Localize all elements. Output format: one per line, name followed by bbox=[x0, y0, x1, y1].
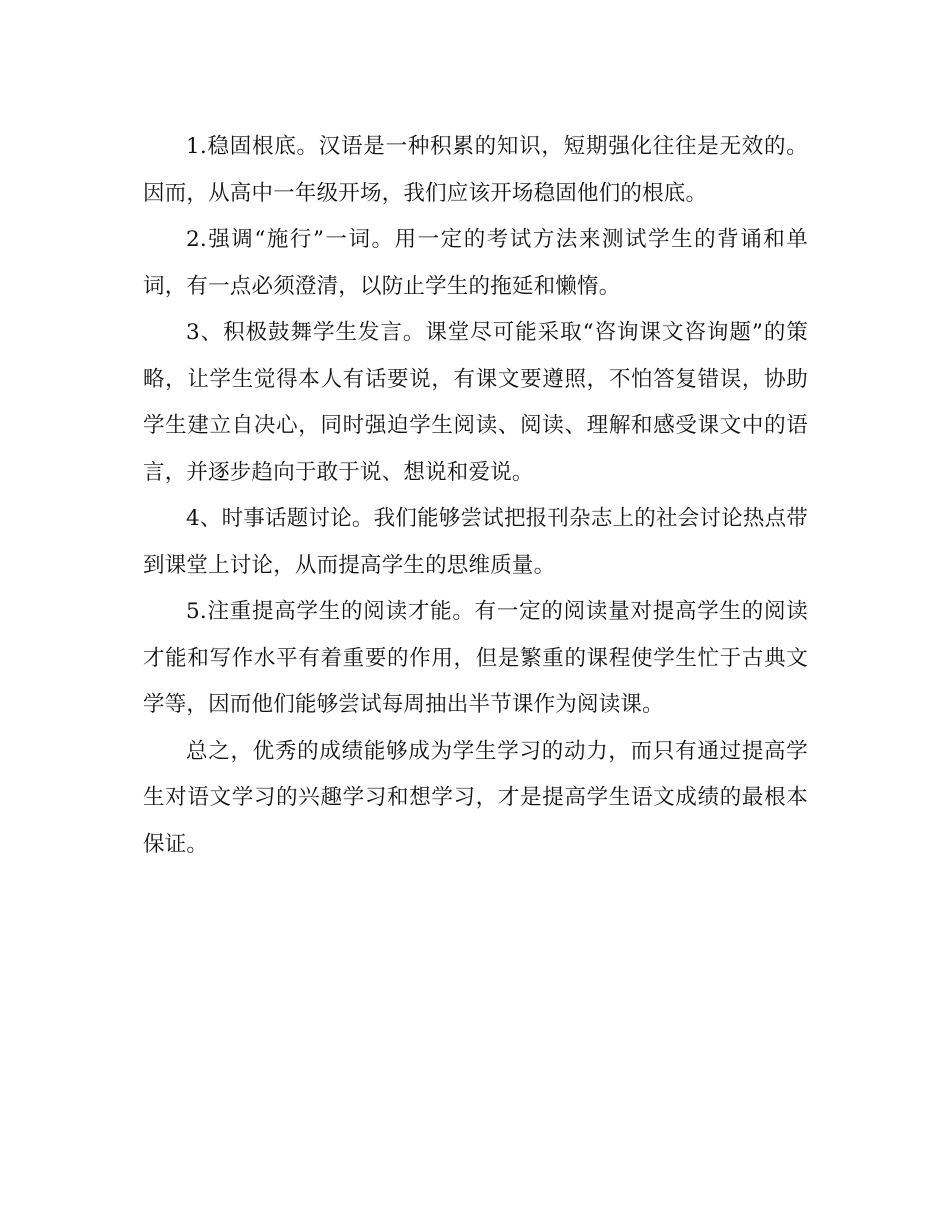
paragraph-consolidate-foundation: 1.稳固根底。汉语是一种积累的知识，短期强化往往是无效的。因而，从高中一年级开场，我们应该开场稳固他们的根底。 bbox=[143, 134, 808, 206]
paragraph-conclusion: 总之，优秀的成绩能够成为学生学习的动力，而只有通过提高学生对语文学习的兴趣学习和想学习，才是提高学生语文成绩的最根本保证。 bbox=[143, 738, 808, 857]
paragraph-emphasize-practice: 2.强调“施行”一词。用一定的考试方法来测试学生的背诵和单词，有一点必须澄清，以防止学生的拖延和懒惰。 bbox=[143, 227, 808, 299]
paragraph-current-affairs: 4、时事话题讨论。我们能够尝试把报刊杂志上的社会讨论热点带到课堂上讨论，从而提高学生的思维质量。 bbox=[143, 506, 808, 578]
paragraph-encourage-speaking: 3、积极鼓舞学生发言。课堂尽可能采取“咨询课文咨询题”的策略，让学生觉得本人有话要说，有课文要遵照，不怕答复错误，协助学生建立自决心，同时强迫学生阅读、阅读、理解和感受课文中的语言，并逐步趋向于敢于说、想说和爱说。 bbox=[143, 320, 808, 485]
paragraph-reading-ability: 5.注重提高学生的阅读才能。有一定的阅读量对提高学生的阅读才能和写作水平有着重要的作用，但是繁重的课程使学生忙于古典文学等，因而他们能够尝试每周抽出半节课作为阅读课。 bbox=[143, 599, 808, 717]
document-body bbox=[143, 124, 808, 868]
